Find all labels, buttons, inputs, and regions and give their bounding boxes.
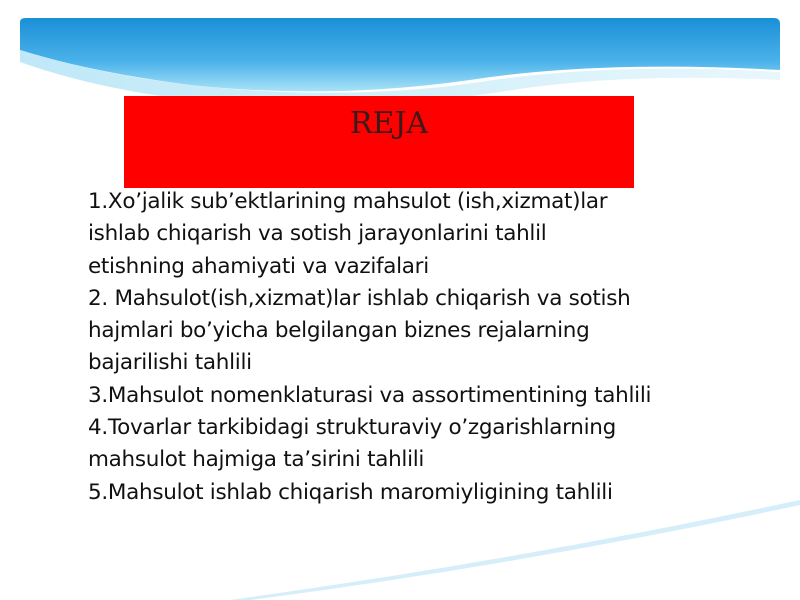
slide-title: REJA	[349, 106, 429, 141]
plan-line: etishning ahamiyati va vazifalari	[88, 253, 429, 279]
title-box	[124, 96, 634, 188]
plan-line: 3.Mahsulot nomenklaturasi va assortimentining tahlili	[88, 382, 652, 408]
plan-line: mahsulot hajmiga ta’sirini tahlili	[88, 447, 425, 473]
plan-line: 4.Tovarlar tarkibidagi strukturaviy o’zgarishlarning	[88, 415, 616, 441]
plan-line: 2. Mahsulot(ish,xizmat)lar ishlab chiqarish va sotish	[88, 285, 631, 311]
plan-list	[88, 186, 788, 509]
plan-line: hajmlari bo’yicha belgilangan biznes rejalarning	[88, 318, 590, 344]
plan-line: bajarilishi tahlili	[88, 350, 252, 376]
plan-line: 1.Xo’jalik sub’ektlarining mahsulot (ish,xizmat)lar	[88, 189, 608, 214]
plan-line: ishlab chiqarish va sotish jarayonlarini tahlil	[88, 221, 547, 247]
plan-line: 5.Mahsulot ishlab chiqarish maromiyligining tahlili	[88, 479, 613, 505]
